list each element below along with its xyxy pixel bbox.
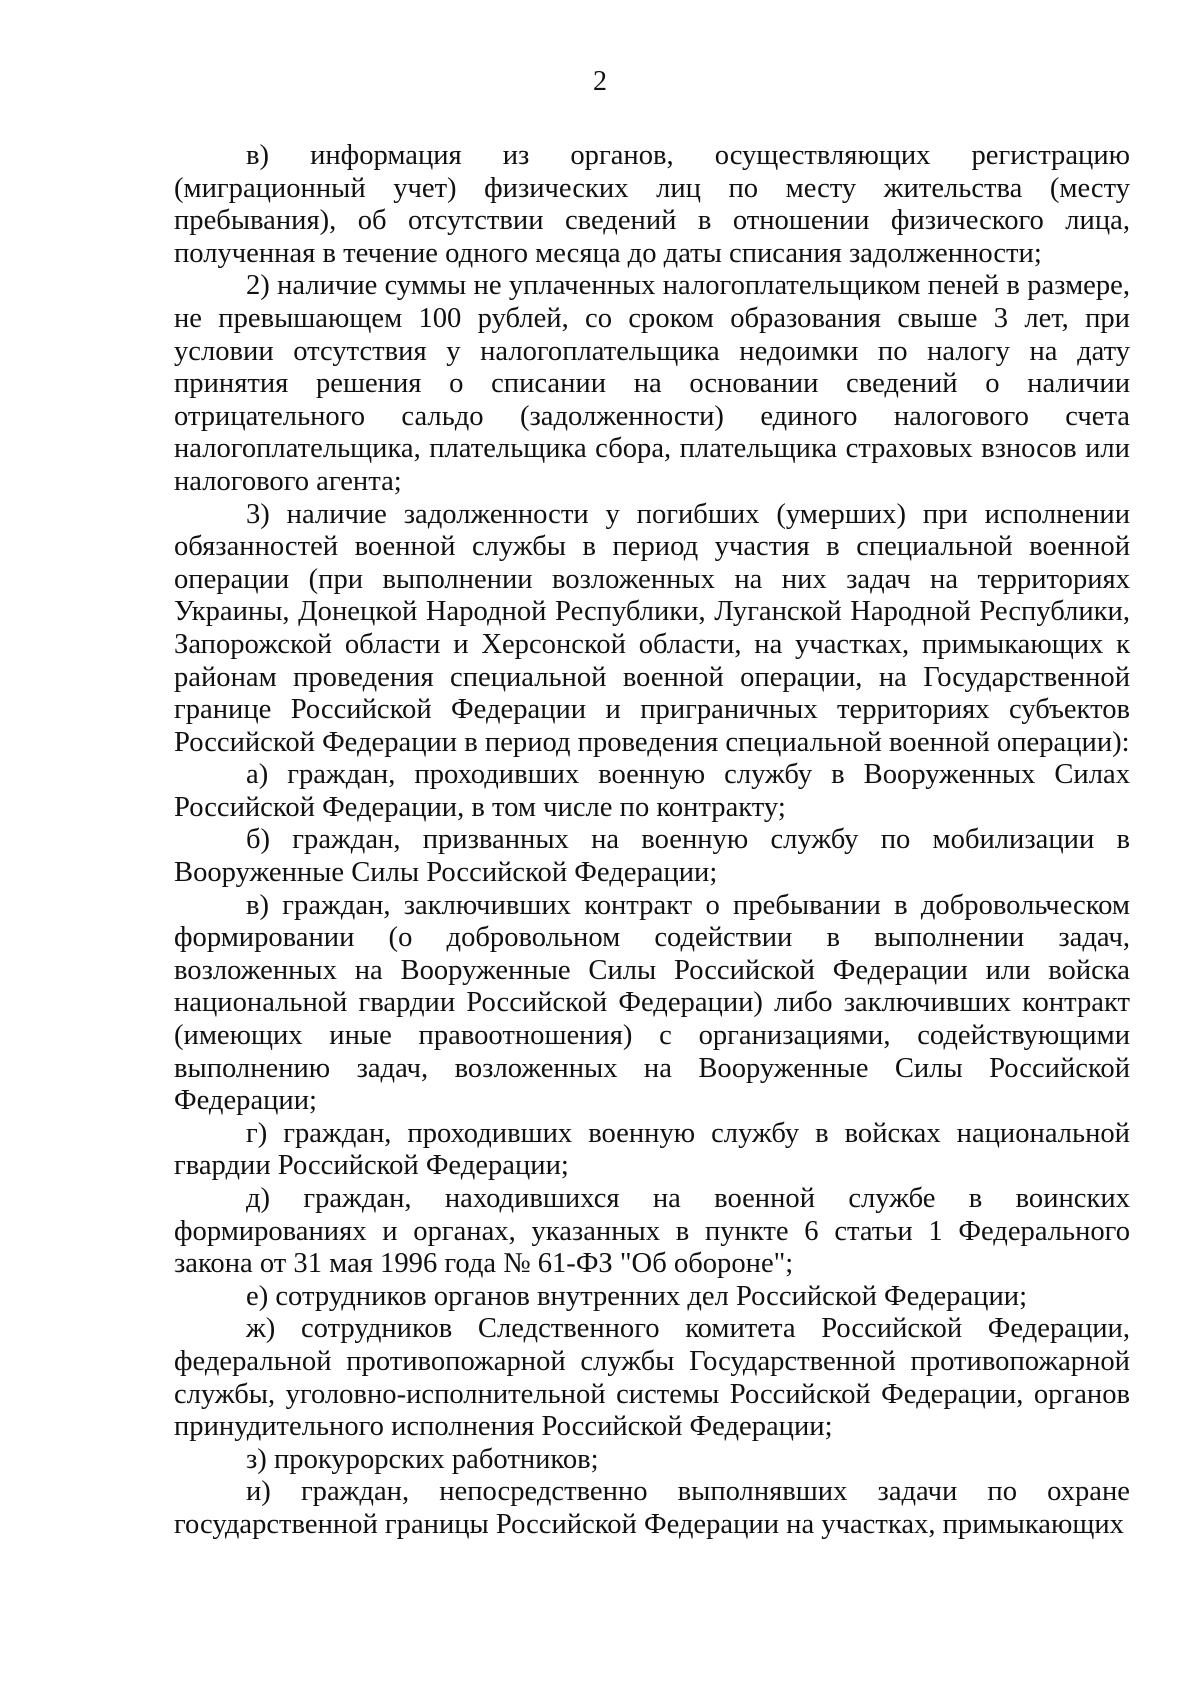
document-body: [174, 140, 1130, 1542]
paragraph-a-armed-forces: а) граждан, проходивших военную службу в Вооруженных Силах Российской Федерации, в том числе по контракту;: [174, 759, 1130, 823]
paragraph-g-national-guard: г) граждан, проходивших военную службу в войсках национальной гвардии Российской Федерации;: [174, 1117, 1130, 1182]
paragraph-i-border-guards: и) граждан, непосредственно выполнявших задачи по охране государственной границы Российской Федерации на участках, примыкающих: [174, 1476, 1130, 1540]
paragraph-e-internal-affairs: е) сотрудников органов внутренних дел Российской Федерации;: [246, 1280, 1028, 1312]
paragraph-d-military-formations: д) граждан, находившихся на военной службе в воинских формированиях и органах, указанных в пункте 6 статьи 1 Федерального закона от 31 мая 1996 года № 61-ФЗ "Об обороне";: [174, 1183, 1130, 1280]
paragraph-v-migration-info: в) информация из органов, осуществляющих регистрацию (миграционный учет) физических лиц по месту жительства (месту пребывания), об отсутствии сведений в отношении физического лица, полученная в течение одного месяца до даты списания задолженности;: [174, 140, 1130, 269]
paragraph-v-volunteers: в) граждан, заключивших контракт о пребывании в добровольческом формировании (о добровольном содействии в выполнении задач, возложенных на Вооруженные Силы Российской Федерации или войска национальной гвардии Российской Федерации) либо заключивших контракт (имеющих иные правоотношения) с организациями, содействующими выполнению задач, возложенных на Вооруженные Силы Российской Федерации;: [174, 889, 1130, 1117]
page-number: 2: [593, 66, 607, 97]
paragraph-z-prosecutors: з) прокурорских работников;: [246, 1443, 599, 1475]
paragraph-b-mobilized: б) граждан, призванных на военную службу по мобилизации в Вооруженные Силы Российской Федерации;: [174, 824, 1130, 889]
paragraph-zh-investigative-committee: ж) сотрудников Следственного комитета Российской Федерации, федеральной противопожарной службы Государственной противопожарной службы, уголовно-исполнительной системы Российской Федерации, органов принудительного исполнения Российской Федерации;: [174, 1313, 1130, 1443]
paragraph-2-penalties: 2) наличие суммы не уплаченных налогоплательщиком пеней в размере, не превышающем 100 рублей, со сроком образования свыше 3 лет, при условии отсутствия у налогоплательщика недоимки по налогу на дату принятия решения о списании на основании сведений о наличии отрицательного сальдо (задолженности) единого налогового счета налогоплательщика, плательщика сбора, плательщика страховых взносов или налогового агента;: [174, 270, 1130, 497]
paragraph-3-deceased-debt: 3) наличие задолженности у погибших (умерших) при исполнении обязанностей военной службы в период участия в специальной военной операции (при выполнении возложенных на них задач на территориях Украины, Донецкой Народной Республики, Луганской Народной Республики, Запорожской области и Херсонской области, на участках, примыкающих к районам проведения специальной военной операции, на Государственной границе Российской Федерации и приграничных территориях субъектов Российской Федерации в период проведения специальной военной операции):: [174, 498, 1130, 758]
